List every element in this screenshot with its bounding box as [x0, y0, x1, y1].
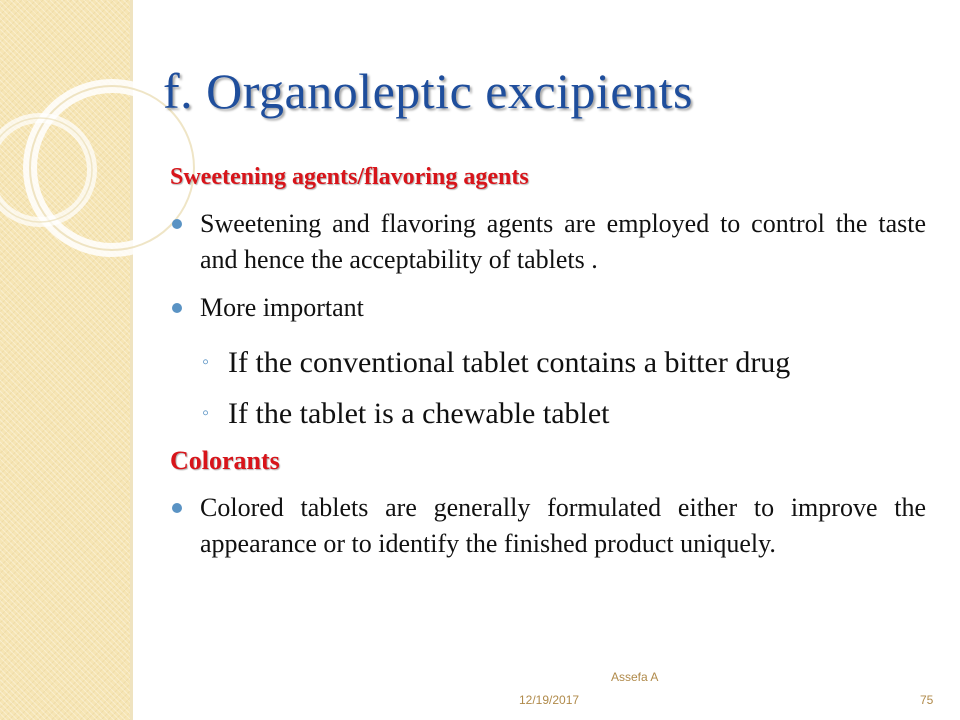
bullet-colorants-description: Colored tablets are generally formulated either to improve the appearance or to identify the finished product uniquely.	[200, 490, 926, 562]
decorative-circles	[0, 0, 200, 300]
bullet-more-important: More important	[200, 290, 926, 326]
footer-author: Assefa A	[611, 670, 659, 684]
footer-page-number: 75	[920, 693, 934, 707]
sub-bullet-chewable	[202, 395, 610, 432]
sub-bullet-bitter-drug	[202, 344, 790, 381]
slide-title: f. Organoleptic excipients	[163, 63, 693, 119]
footer-date: 12/19/2017	[519, 693, 580, 707]
hollow-circle-bullet-icon: ◦	[202, 402, 210, 424]
hollow-circle-bullet-icon: ◦	[202, 351, 210, 373]
bullet-sweetening-description: Sweetening and flavoring agents are employed to control the taste and hence the acceptability of tablets .	[200, 206, 926, 278]
sub-bullet-text: If the conventional tablet contains a bitter drug	[228, 346, 791, 379]
sub-bullet-text: If the tablet is a chewable tablet	[228, 397, 610, 430]
section-heading-sweetening: Sweetening agents/flavoring agents	[170, 164, 529, 190]
section-heading-colorants: Colorants	[170, 446, 280, 475]
